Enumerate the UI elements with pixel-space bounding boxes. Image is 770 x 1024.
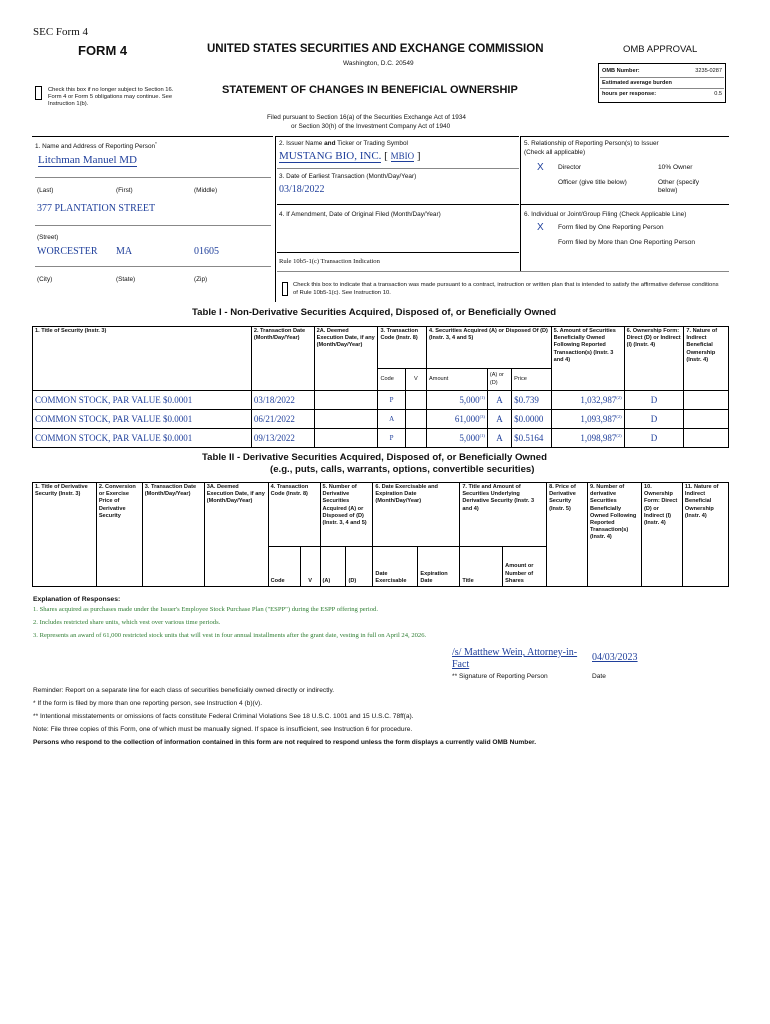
- v-cell: [405, 429, 426, 448]
- omb-approval-heading: OMB APPROVAL: [623, 44, 698, 55]
- officer-label: Officer (give title below): [558, 179, 627, 186]
- date-label: Date: [592, 673, 606, 680]
- box3-label: 3. Date of Earliest Transaction (Month/Day/Year): [279, 173, 417, 180]
- t2-sub-d: (D): [346, 547, 373, 587]
- t1-sub-aord: (A) or (D): [487, 369, 511, 391]
- nature-indirect: [684, 429, 729, 448]
- explanation-item-1: 1. Shares acquired as purchases made under the Issuer's Employee Stock Purchase Plan ("ESPP") during the ESPP offering period.: [33, 606, 378, 613]
- reporting-person-name[interactable]: Litchman Manuel MD: [38, 154, 137, 166]
- zip-label: (Zip): [194, 276, 208, 283]
- section16-checkbox[interactable]: [35, 86, 42, 100]
- last-label: (Last): [37, 187, 54, 194]
- price: $0.739: [512, 391, 552, 410]
- transaction-date: 09/13/2022: [251, 429, 314, 448]
- owned-following: 1,032,987$^{(2)}$: [551, 391, 624, 410]
- price: $0.5164: [512, 429, 552, 448]
- agency-title: UNITED STATES SECURITIES AND EXCHANGE COMMISSION: [207, 43, 544, 55]
- earliest-transaction-date: 03/18/2022: [279, 184, 325, 195]
- rule-10b5-checkbox[interactable]: [282, 282, 288, 296]
- issuer-ticker[interactable]: MBIO: [390, 151, 415, 161]
- deemed-date: [314, 410, 378, 429]
- t1-h7: 7. Nature of Indirect Beneficial Ownership (Instr. 4): [684, 327, 729, 391]
- city-label: (City): [37, 276, 53, 283]
- t1-h5: 5. Amount of Securities Beneficially Owned Following Reported Transaction(s) (Instr. 3 and 4): [551, 327, 624, 391]
- t1-h4: 4. Securities Acquired (A) or Disposed Of (D) (Instr. 3, 4 and 5): [427, 327, 552, 369]
- street-label: (Street): [37, 234, 59, 241]
- signature-date: 04/03/2023: [592, 652, 638, 663]
- state-label: (State): [116, 276, 136, 283]
- table-row: [33, 410, 729, 429]
- note-copies: Note: File three copies of this Form, one of which must be manually signed. If space is insufficient, see Instruction 6 for procedure.: [33, 726, 413, 733]
- first-label: (First): [116, 187, 133, 194]
- t1-sub-v: V: [405, 369, 426, 391]
- note-misstatements: ** Intentional misstatements or omissions of facts constitute Federal Criminal Violations See 18 U.S.C. 1001 and 15 U.S.C. 78ff(a).: [33, 713, 414, 720]
- director-label: Director: [558, 164, 582, 171]
- one-person-label: Form filed by One Reporting Person: [558, 224, 664, 231]
- omb-number-label: OMB Number:: [602, 68, 640, 74]
- transaction-code: P: [378, 391, 405, 410]
- section16-note: Check this box if no longer subject to Section 16. Form 4 or Form 5 obligations may continue. See Instruction 1(b).: [48, 87, 174, 107]
- issuer-name-line: MUSTANG BIO, INC. [ MBIO ]: [279, 150, 421, 162]
- owned-following: 1,093,987$^{(2)}$: [551, 410, 624, 429]
- nature-indirect: [684, 391, 729, 410]
- a-or-d: A: [487, 410, 511, 429]
- box4-label: 4. If Amendment, Date of Original Filed (Month/Day/Year): [279, 211, 441, 218]
- transaction-code: A: [378, 410, 405, 429]
- table-row: [33, 429, 729, 448]
- omb-hours-value: 0.5: [714, 91, 722, 97]
- agency-location: Washington, D.C. 20549: [343, 60, 414, 67]
- v-cell: [405, 410, 426, 429]
- t1-sub-price: Price: [512, 369, 552, 391]
- nature-indirect: [684, 410, 729, 429]
- form-title: FORM 4: [78, 43, 128, 58]
- note-multiple-persons: * If the form is filed by more than one reporting person, see Instruction 4 (b)(v).: [33, 700, 263, 707]
- amount: 5,000$^{(1)}$: [427, 391, 488, 410]
- a-or-d: A: [487, 391, 511, 410]
- street-value: 377 PLANTATION STREET: [37, 203, 156, 214]
- ownership-form: D: [624, 391, 684, 410]
- t1-h2: 2. Transaction Date (Month/Day/Year): [251, 327, 314, 391]
- t2-sub-expiration: Expiration Date: [418, 547, 460, 587]
- explanation-heading: Explanation of Responses:: [33, 596, 121, 603]
- v-cell: [405, 391, 426, 410]
- table1-title: Table I - Non-Derivative Securities Acquired, Disposed of, or Beneficially Owned: [192, 307, 557, 318]
- amount: 61,000$^{(3)}$: [427, 410, 488, 429]
- deemed-date: [314, 429, 378, 448]
- a-or-d: A: [487, 429, 511, 448]
- explanation-item-2: 2. Includes restricted share units, which vest over various time periods.: [33, 619, 221, 626]
- ownership-form: D: [624, 410, 684, 429]
- transaction-date: 06/21/2022: [251, 410, 314, 429]
- signature-name: /s/ Matthew Wein, Attorney-in-Fact: [452, 647, 578, 670]
- other-label: Other (specify below): [658, 179, 700, 194]
- t2-h5: 5. Number of Derivative Securities Acquired (A) or Disposed of (D) (Instr. 3, 4 and 5): [320, 483, 373, 547]
- table1: [32, 326, 729, 448]
- multiple-persons-label: Form filed by More than One Reporting Person: [558, 239, 696, 246]
- amount: 5,000$^{(1)}$: [427, 429, 488, 448]
- t2-h8: 8. Price of Derivative Security (Instr. 5): [547, 483, 588, 587]
- t1-h2a: 2A. Deemed Execution Date, if any (Month/Day/Year): [314, 327, 378, 391]
- statement-title: STATEMENT OF CHANGES IN BENEFICIAL OWNERSHIP: [222, 84, 518, 96]
- t2-h11: 11. Nature of Indirect Beneficial Ownership (Instr. 4): [682, 483, 728, 587]
- t2-sub-amount: Amount or Number of Shares: [503, 547, 547, 587]
- t1-h1: 1. Title of Security (Instr. 3): [33, 327, 252, 391]
- table2-title: Table II - Derivative Securities Acquired, Disposed of, or Beneficially Owned: [202, 452, 547, 463]
- transaction-date: 03/18/2022: [251, 391, 314, 410]
- transaction-code: P: [378, 429, 405, 448]
- filed-pursuant-line2: or Section 30(h) of the Investment Company Act of 1940: [291, 123, 451, 130]
- state-value: MA: [116, 246, 133, 257]
- table2-subtitle: (e.g., puts, calls, warrants, options, convertible securities): [270, 464, 535, 475]
- ten-percent-owner-label: 10% Owner: [658, 164, 693, 171]
- t2-sub-title: Title: [460, 547, 503, 587]
- t2-h9: 9. Number of derivative Securities Beneficially Owned Following Reported Transaction(s) (Instr. 4): [588, 483, 642, 587]
- table2: [32, 482, 729, 587]
- box6-label: 6. Individual or Joint/Group Filing (Check Applicable Line): [524, 211, 687, 218]
- security-title: COMMON STOCK, PAR VALUE $0.0001: [33, 391, 252, 410]
- security-title: COMMON STOCK, PAR VALUE $0.0001: [33, 410, 252, 429]
- middle-label: (Middle): [194, 187, 218, 194]
- one-person-mark[interactable]: X: [537, 222, 544, 233]
- t1-sub-amount: Amount: [427, 369, 488, 391]
- omb-burden-label: Estimated average burden: [602, 80, 672, 86]
- t1-sub-code: Code: [378, 369, 405, 391]
- rule-10b5-text: Check this box to indicate that a transaction was made pursuant to a contract, instruction or written plan that is intended to satisfy the affirmative defense conditions of Rule 10b5-1(c). See Instruction 10.: [293, 282, 719, 296]
- city-value: WORCESTER: [37, 246, 98, 257]
- box1-label: 1. Name and Address of Reporting Person*: [35, 141, 157, 151]
- security-title: COMMON STOCK, PAR VALUE $0.0001: [33, 429, 252, 448]
- director-mark[interactable]: X: [537, 162, 544, 173]
- t2-h10: 10. Ownership Form: Direct (D) or Indirect (I) (Instr. 4): [641, 483, 682, 587]
- t2-h2: 2. Conversion or Exercise Price of Derivative Security: [96, 483, 142, 587]
- t2-sub-v: V: [300, 547, 320, 587]
- t1-h3: 3. Transaction Code (Instr. 8): [378, 327, 427, 369]
- omb-number-value: 3235-0287: [695, 68, 722, 74]
- t2-sub-code: Code: [268, 547, 300, 587]
- t2-h6: 6. Date Exercisable and Expiration Date (Month/Day/Year): [373, 483, 460, 547]
- t2-h3: 3. Transaction Date (Month/Day/Year): [142, 483, 204, 587]
- box5-label: 5. Relationship of Reporting Person(s) to Issuer: [524, 140, 659, 147]
- box5-sublabel: (Check all applicable): [524, 149, 586, 156]
- table-row: [33, 391, 729, 410]
- box2-label: 2. Issuer Name and Ticker or Trading Symbol: [279, 140, 408, 147]
- rule-10b5-label: Rule 10b5-1(c) Transaction Indication: [279, 258, 380, 265]
- t2-h4: 4. Transaction Code (Instr. 8): [268, 483, 320, 547]
- t2-h1: 1. Title of Derivative Security (Instr. 3): [33, 483, 97, 587]
- signature-label: ** Signature of Reporting Person: [452, 673, 548, 680]
- price: $0.0000: [512, 410, 552, 429]
- explanation-item-3: 3. Represents an award of 61,000 restricted stock units that will vest in four annual installments after the grant date, vesting in full on April 24, 2026.: [33, 632, 427, 639]
- note-omb: Persons who respond to the collection of information contained in this form are not required to respond unless the form displays a currently valid OMB Number.: [33, 739, 537, 746]
- ownership-form: D: [624, 429, 684, 448]
- owned-following: 1,098,987$^{(2)}$: [551, 429, 624, 448]
- omb-box: [598, 63, 726, 103]
- t1-h6: 6. Ownership Form: Direct (D) or Indirect (I) (Instr. 4): [624, 327, 684, 391]
- filed-pursuant-line1: Filed pursuant to Section 16(a) of the Securities Exchange Act of 1934: [267, 114, 466, 121]
- t2-sub-a: (A): [320, 547, 346, 587]
- t2-h7: 7. Title and Amount of Securities Underlying Derivative Security (Instr. 3 and 4): [460, 483, 547, 547]
- document-tag: SEC Form 4: [33, 26, 89, 38]
- note-reminder: Reminder: Report on a separate line for each class of securities beneficially owned directly or indirectly.: [33, 687, 335, 694]
- deemed-date: [314, 391, 378, 410]
- t2-sub-exercisable: Date Exercisable: [373, 547, 418, 587]
- t2-h3a: 3A. Deemed Execution Date, if any (Month/Day/Year): [204, 483, 268, 587]
- zip-value: 01605: [194, 246, 219, 257]
- omb-hours-label: hours per response:: [602, 91, 657, 97]
- issuer-name[interactable]: MUSTANG BIO, INC.: [279, 150, 382, 162]
